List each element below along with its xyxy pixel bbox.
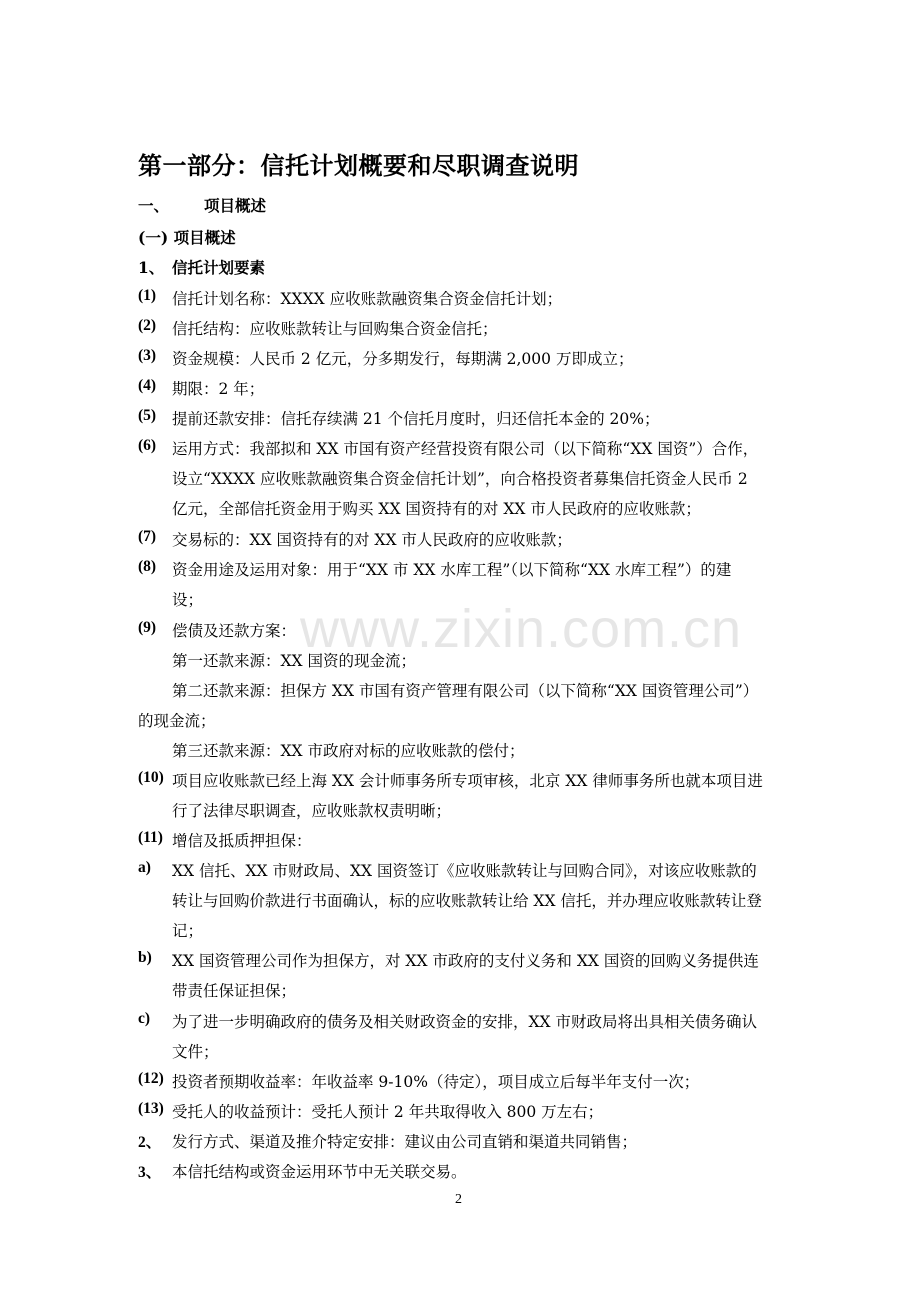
- list-item-text: 设；: [172, 591, 204, 609]
- list-item-text: 交易标的：XX 国资持有的对 XX 市人民政府的应收账款；: [172, 531, 572, 549]
- item-heading: [138, 256, 265, 278]
- list-item-number: c): [138, 1010, 151, 1027]
- section-number: 一、: [138, 196, 170, 215]
- list-item-text: 运用方式：我部拟和 XX 市国有资产经营投资有限公司（以下简称“XX 国资”）合作，: [172, 440, 759, 458]
- list-item-text: 设立“XXXX 应收账款融资集合资金信托计划”，向合格投资者募集信托资金人民币 2: [172, 470, 748, 488]
- list-item-number: (13): [138, 1100, 164, 1117]
- list-item-text: 提前还款安排：信托存续满 21 个信托月度时，归还信托本金的 20%；: [172, 410, 660, 428]
- page-title: 第一部分：信托计划概要和尽职调查说明: [138, 151, 579, 180]
- list-item-number: 3、: [138, 1164, 162, 1181]
- list-item-text: 文件；: [172, 1043, 219, 1061]
- repayment-third: 第三还款来源：XX 市政府对标的应收账款的偿付；: [172, 742, 525, 760]
- list-item-number: (1): [138, 287, 157, 304]
- list-item-text: 为了进一步明确政府的债务及相关财政资金的安排，XX 市财政局将出具相关债务确认: [172, 1013, 757, 1031]
- list-item-text: 行了法律尽职调查，应收账款权责明晰；: [172, 802, 452, 820]
- list-item-text: 资金规模：人民币 2 亿元，分多期发行，每期满 2,000 万即成立；: [172, 350, 634, 368]
- list-item-text: 信托结构：应收账款转让与回购集合资金信托；: [172, 320, 498, 338]
- list-item-text: 本信托结构或资金运用环节中无关联交易。: [172, 1163, 467, 1181]
- list-item-number: a): [138, 859, 151, 876]
- list-item-number: (10): [138, 769, 164, 786]
- watermark: www.zixin.com.cn: [300, 599, 743, 659]
- repayment-second-continued: 的现金流；: [138, 712, 216, 730]
- list-item-text: 增信及抵质押担保：: [172, 832, 312, 850]
- list-item-number: (7): [138, 528, 157, 545]
- list-item-number: (12): [138, 1070, 164, 1087]
- list-item-number: (2): [138, 317, 157, 334]
- item-heading-number: 1、: [138, 258, 165, 277]
- list-item-text: 带责任保证担保；: [172, 982, 297, 1000]
- list-item-text: 信托计划名称：XXXX 应收账款融资集合资金信托计划；: [172, 290, 563, 308]
- repayment-first: 第一还款来源：XX 国资的现金流；: [172, 652, 416, 670]
- page-number: 2: [455, 1192, 462, 1207]
- subsection-heading: (一) 项目概述: [138, 228, 236, 247]
- list-item-number: b): [138, 949, 152, 966]
- list-item-text: 投资者预期收益率：年收益率 9-10%（待定），项目成立后每半年支付一次；: [172, 1073, 700, 1091]
- list-item-number: (6): [138, 437, 157, 454]
- list-item-number: (9): [138, 619, 157, 636]
- list-item-text: 转让与回购价款进行书面确认，标的应收账款转让给 XX 信托，并办理应收账款转让登: [172, 892, 762, 910]
- list-item-number: (3): [138, 347, 157, 364]
- list-item-text: XX 信托、XX 市财政局、XX 国资签订《应收账款转让与回购合同》，对该应收账款的: [172, 862, 757, 880]
- list-item-text: 亿元，全部信托资金用于购买 XX 国资持有的对 XX 市人民政府的应收账款；: [172, 500, 701, 518]
- list-item-text: 记；: [172, 922, 204, 940]
- section-heading: [138, 194, 266, 216]
- list-item-text: 偿债及还款方案：: [172, 622, 297, 640]
- list-item-text: 期限：2 年；: [172, 380, 265, 398]
- section-label: 项目概述: [204, 196, 267, 215]
- list-item-text: XX 国资管理公司作为担保方，对 XX 市政府的支付义务和 XX 国资的回购义务提供连: [172, 952, 759, 970]
- repayment-second: 第二还款来源：担保方 XX 市国有资产管理有限公司（以下简称“XX 国资管理公司”）: [172, 682, 759, 700]
- list-item-text: 资金用途及运用对象：用于“XX 市 XX 水库工程”（以下简称“XX 水库工程”）的建: [172, 561, 732, 579]
- list-item-number: (5): [138, 407, 157, 424]
- list-item-text: 项目应收账款已经上海 XX 会计师事务所专项审核，北京 XX 律师事务所也就本项目进: [172, 772, 763, 790]
- list-item-text: 受托人的收益预计：受托人预计 2 年共取得收入 800 万左右；: [172, 1103, 604, 1121]
- list-item-number: (11): [138, 829, 163, 846]
- list-item-text: 发行方式、渠道及推介特定安排：建议由公司直销和渠道共同销售；: [172, 1133, 638, 1151]
- list-item-number: (4): [138, 377, 157, 394]
- list-item-number: (8): [138, 558, 157, 575]
- list-item-number: 2、: [138, 1134, 162, 1151]
- item-heading-label: 信托计划要素: [172, 258, 266, 277]
